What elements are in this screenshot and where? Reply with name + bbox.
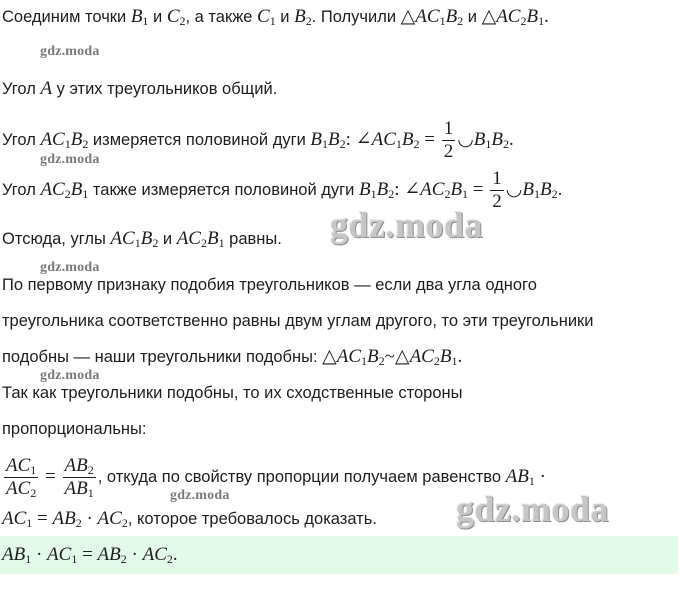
math: $B_2$ — [294, 6, 312, 28]
text: равны. — [224, 230, 282, 248]
paragraph-similarity-2: треугольника соответственно равны двум углам другого, то эти треугольники — [2, 312, 594, 330]
paragraph-common-angle — [2, 78, 277, 100]
text: у этих треугольников общий. — [52, 80, 278, 98]
paragraph-points — [2, 6, 549, 28]
paragraph-similarity-1: По первому признаку подобия треугольников — если два угла одного — [2, 276, 537, 294]
text: , а также — [185, 8, 257, 26]
watermark-small: gdz.moda — [170, 488, 230, 503]
math: $\triangle AC_1B_2\sim\triangle AC_2B_1$. — [322, 346, 463, 368]
math: $AB_1$ · — [505, 466, 546, 488]
math: $AB_1 \cdot AC_1 = AB_2 \cdot AC_2$. — [2, 544, 178, 566]
math: A — [40, 78, 53, 99]
math: $AC_1B_2$ — [110, 228, 159, 250]
answer-box — [0, 536, 678, 574]
math: $C_2$ — [166, 6, 186, 28]
text: Соединим точки — [2, 8, 131, 26]
watermark-big: gdz.moda — [330, 205, 484, 245]
text: и — [275, 8, 295, 26]
watermark-big: gdz.moda — [456, 489, 610, 529]
math: $B_1B_2$: $\angle AC_1B_2$ = $\frac{1}{2}$ $◡B_1B_2$. — [310, 118, 514, 163]
text: , откуда по свойству пропорции получаем равенство — [97, 468, 506, 486]
math: $AC_1 = AB_2 \cdot AC_2$ — [2, 508, 128, 530]
watermark-small: gdz.moda — [40, 152, 100, 167]
paragraph-proof — [2, 508, 377, 530]
text: Угол — [2, 131, 41, 149]
paragraph-proportional-2: пропорциональны: — [2, 420, 147, 438]
math: $\triangle AC_1B_2$ — [400, 6, 464, 28]
text: Угол — [2, 181, 41, 199]
text: измеряется половиной дуги — [88, 131, 311, 149]
paragraph-proportional-1: Так как треугольники подобны, то их сходственные стороны — [2, 384, 463, 402]
text: и — [158, 230, 177, 248]
answer-formula — [2, 544, 178, 566]
watermark-small: gdz.moda — [40, 368, 100, 383]
text: , которое требовалось доказать. — [127, 510, 377, 528]
paragraph-similarity-3 — [2, 346, 462, 368]
text: . Получили — [311, 8, 401, 26]
text: Угол — [2, 80, 41, 98]
text: и — [463, 8, 482, 26]
math: $B_1$ — [130, 6, 149, 28]
watermark-small: gdz.moda — [40, 260, 100, 275]
math: $C_1$ — [257, 6, 276, 28]
text: и — [148, 8, 167, 26]
math: $AC_2B_1$ — [176, 228, 225, 250]
text: Отсюда, углы — [2, 230, 111, 248]
math: $AC_1B_2$ — [40, 129, 89, 151]
paragraph-equal-angles — [2, 228, 282, 250]
math: $AC_2B_1$ — [40, 179, 89, 201]
text: также измеряется половиной дуги — [88, 181, 359, 199]
watermark-small: gdz.moda — [40, 44, 100, 59]
math: $\triangle AC_2B_1$. — [481, 6, 549, 28]
math: $B_1B_2$: $\angle AC_2B_1$ = $\frac{1}{2}$ $◡B_1B_2$. — [358, 168, 563, 213]
text: подобны — наши треугольники подобны: — [2, 348, 323, 366]
math: $\frac{AC_1}{AC_2}$ = $\frac{AB_2}{AB_1}$ — [6, 455, 94, 501]
